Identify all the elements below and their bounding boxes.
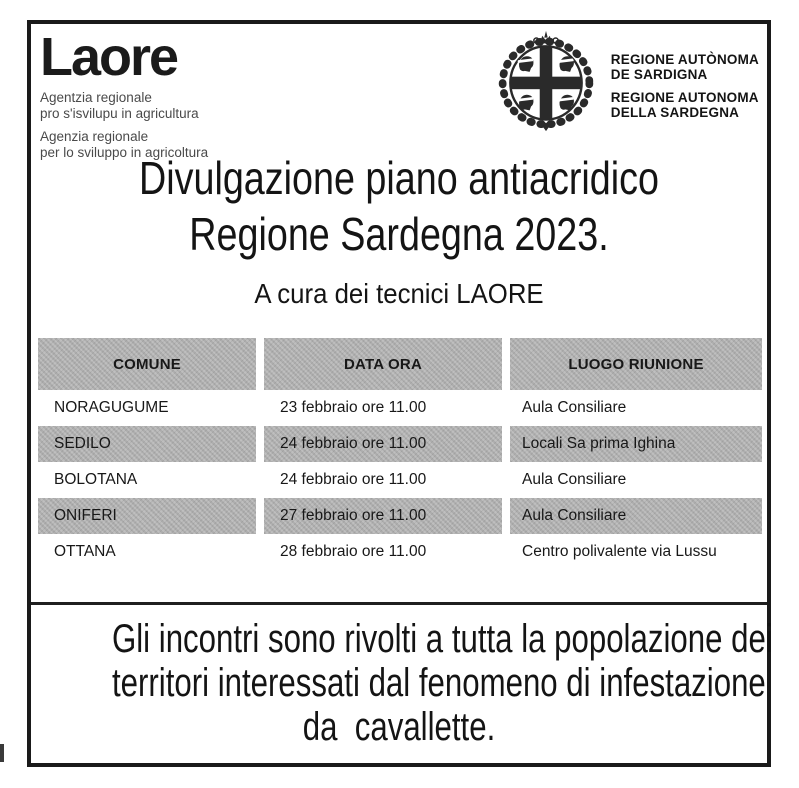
table-cell-comune: ONIFERI xyxy=(38,498,256,534)
column-header-luogo-riunione: LUOGO RIUNIONE xyxy=(510,338,762,390)
footer-note-box xyxy=(31,602,773,763)
document-title-block xyxy=(31,150,767,310)
four-moors-coat-of-arms-icon xyxy=(493,30,599,132)
footer-note-line3: da cavallette. xyxy=(302,705,496,749)
table-cell-data-ora: 23 febbraio ore 11.00 xyxy=(280,399,427,416)
column-header-comune: COMUNE xyxy=(38,338,256,390)
table-cell-comune: BOLOTANA xyxy=(54,471,138,488)
laore-wordmark: Laore xyxy=(40,27,178,87)
footer-note-line1: Gli incontri sono rivolti a tutta la popolazione dei xyxy=(111,617,773,661)
region-name-line: DE SARDIGNA xyxy=(610,67,708,83)
table-cell-luogo: Aula Consiliare xyxy=(522,471,627,488)
scan-artifact xyxy=(0,744,4,762)
region-logo-block xyxy=(493,30,759,132)
page-subtitle: A cura dei tecnici LAORE xyxy=(254,278,544,309)
page-title-line2: Regione Sardegna 2023. xyxy=(189,208,609,260)
tagline-line: Agentzia regionale xyxy=(40,90,152,105)
region-name-line: REGIONE AUTÒNOMA xyxy=(610,52,759,67)
page-title-line1: Divulgazione piano antiacridico xyxy=(138,152,660,204)
table-cell-luogo: Centro polivalente via Lussu xyxy=(522,543,717,560)
footer-note-line2: territori interessati dal fenomeno di infestazione xyxy=(111,661,766,705)
region-name-line: DELLA SARDEGNA xyxy=(610,105,740,121)
tagline-line: Agenzia regionale xyxy=(40,128,149,144)
tagline-line: per lo sviluppo in agricoltura xyxy=(40,144,209,160)
table-cell-comune: OTTANA xyxy=(54,543,116,560)
table-cell-luogo: Aula Consiliare xyxy=(510,498,762,534)
meeting-schedule-table xyxy=(38,338,762,570)
table-cell-data-ora: 28 febbraio ore 11.00 xyxy=(280,543,427,560)
region-name-block xyxy=(611,52,759,120)
table-cell-data-ora: 24 febbraio ore 11.00 xyxy=(264,426,502,462)
flyer-border-frame xyxy=(27,20,771,767)
laore-logo-block xyxy=(40,27,209,161)
table-cell-comune: SEDILO xyxy=(38,426,256,462)
table-cell-luogo: Locali Sa prima Ighina xyxy=(510,426,762,462)
tagline-line: pro s'isvilupu in agricultura xyxy=(40,105,199,121)
table-cell-luogo: Aula Consiliare xyxy=(522,399,627,416)
laore-tagline-sardinian xyxy=(40,90,208,122)
column-header-data-ora: DATA ORA xyxy=(264,338,502,390)
table-cell-comune: NORAGUGUME xyxy=(54,399,169,416)
table-cell-data-ora: 24 febbraio ore 11.00 xyxy=(280,471,427,488)
region-name-line: REGIONE AUTONOMA xyxy=(610,90,759,106)
table-cell-data-ora: 27 febbraio ore 11.00 xyxy=(264,498,502,534)
